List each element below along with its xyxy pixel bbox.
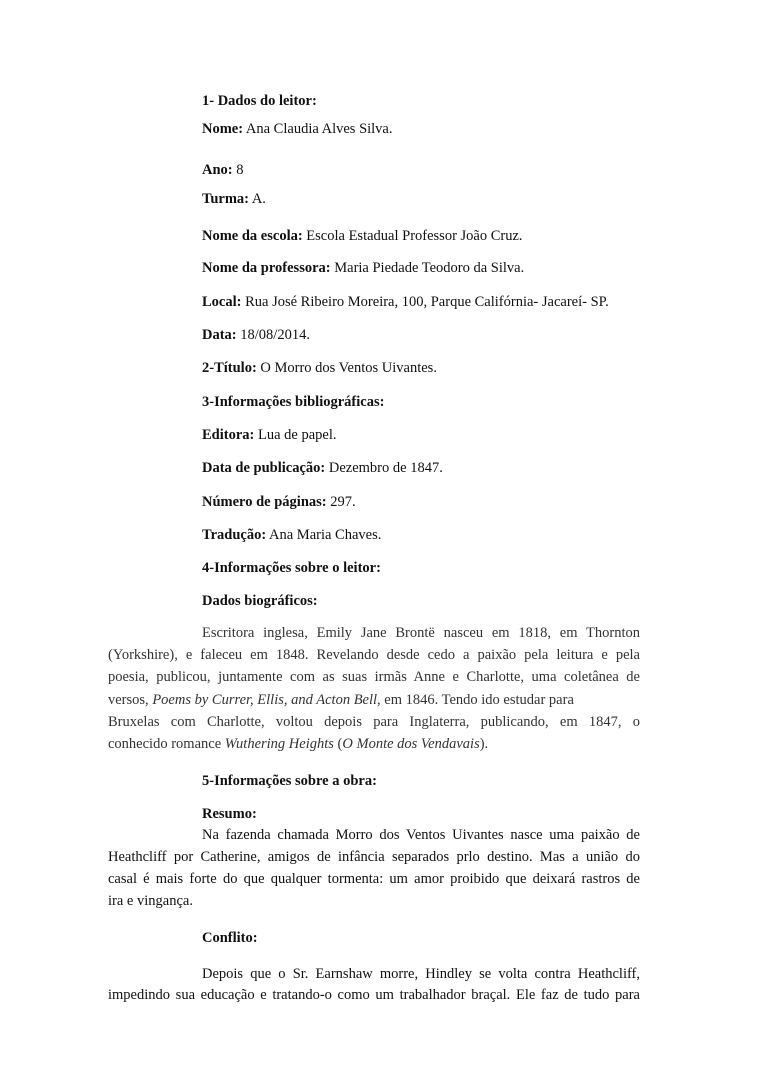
field-value: Dezembro de 1847. (325, 460, 443, 476)
text: conhecido romance (108, 736, 225, 752)
field-label: Editora: (202, 427, 255, 443)
field-label: Data: (202, 327, 237, 343)
field-label: Data de publicação: (202, 460, 326, 476)
paragraph-line (108, 691, 640, 709)
field-value: O Morro dos Ventos Uivantes. (256, 360, 437, 376)
paragraph-line: ira e vingança. (108, 893, 193, 909)
field-ano (202, 161, 244, 179)
paragraph-line: (Yorkshire), e faleceu em 1848. Revelando desde cedo a paixão pela leitura e pela (108, 647, 640, 663)
paragraph-line: Bruxelas com Charlotte, voltou depois para Inglaterra, publicando, em 1847, o (108, 714, 640, 730)
field-traducao (202, 526, 381, 544)
field-editora (202, 426, 337, 444)
field-label: Local: (202, 294, 242, 310)
heading-text: 5-Informações sobre a obra: (202, 773, 377, 789)
heading-text: 1- Dados do leitor: (202, 93, 317, 109)
field-label: Nome: (202, 121, 244, 137)
heading-text: 4-Informações sobre o leitor: (202, 560, 381, 576)
field-value: Rua José Ribeiro Moreira, 100, Parque Califórnia- Jacareí- SP. (241, 294, 609, 310)
paragraph-line: casal é mais forte do que qualquer tormenta: um amor proibido que deixará rastros de (108, 871, 640, 887)
paragraph-line: Depois que o Sr. Earnshaw morre, Hindley se volta contra Heathcliff, (202, 966, 640, 982)
heading-text: 3-Informações bibliográficas: (202, 394, 385, 410)
paragraph-line: Heathcliff por Catherine, amigos de infância separados prlo destino. Mas a união do (108, 849, 640, 865)
field-nome (202, 120, 393, 138)
field-titulo (202, 359, 437, 377)
field-paginas (202, 493, 356, 511)
field-value: Ana Claudia Alves Silva. (243, 121, 393, 137)
author-subheading (202, 592, 318, 610)
field-value: 297. (326, 494, 356, 510)
book-title: O Monte dos Vendavais (342, 736, 480, 752)
field-value: 18/08/2014. (236, 327, 310, 343)
summary-heading (202, 805, 257, 823)
field-label: Número de páginas: (202, 494, 327, 510)
field-value: Maria Piedade Teodoro da Silva. (330, 260, 525, 276)
work-heading (202, 772, 377, 790)
field-label: 2-Título: (202, 360, 257, 376)
paragraph-line: poesia, publicou, juntamente com as suas irmãs Anne e Charlotte, uma coletânea de (108, 669, 640, 685)
field-data-publicacao (202, 459, 443, 477)
field-value: Ana Maria Chaves. (266, 527, 382, 543)
heading-text: Resumo: (202, 806, 257, 822)
field-label: Nome da professora: (202, 260, 331, 276)
text: versos, (108, 692, 153, 708)
heading-text: Conflito: (202, 930, 258, 946)
text: , em 1846. Tendo ido estudar para (377, 692, 574, 708)
book-title: Poems by Currer, Ellis, and Acton Bell (152, 692, 378, 708)
field-data (202, 326, 310, 344)
reader-heading (202, 92, 317, 110)
paragraph-line (108, 735, 640, 753)
text: ( (333, 736, 343, 752)
conflict-heading (202, 929, 258, 947)
field-label: Ano: (202, 162, 233, 178)
field-value: 8 (232, 162, 244, 178)
field-value: Lua de papel. (254, 427, 337, 443)
author-heading (202, 559, 381, 577)
field-escola (202, 227, 523, 245)
biblio-heading (202, 393, 384, 411)
field-label: Turma: (202, 191, 249, 207)
paragraph-line: Escritora inglesa, Emily Jane Brontë nasceu em 1818, em Thornton (202, 625, 640, 641)
field-label: Nome da escola: (202, 228, 303, 244)
field-value: A. (249, 191, 266, 207)
text: ). (479, 736, 489, 752)
paragraph-line: impedindo sua educação e tratando-o como um trabalhador braçal. Ele faz de tudo para (108, 987, 640, 1003)
field-value: Escola Estadual Professor João Cruz. (302, 228, 523, 244)
field-turma (202, 190, 266, 208)
field-label: Tradução: (202, 527, 267, 543)
field-professora (202, 259, 524, 277)
field-local (202, 293, 609, 311)
book-title: Wuthering Heights (224, 736, 334, 752)
paragraph-line: Na fazenda chamada Morro dos Ventos Uivantes nasce uma paixão de (202, 827, 640, 843)
heading-text: Dados biográficos: (202, 593, 318, 609)
